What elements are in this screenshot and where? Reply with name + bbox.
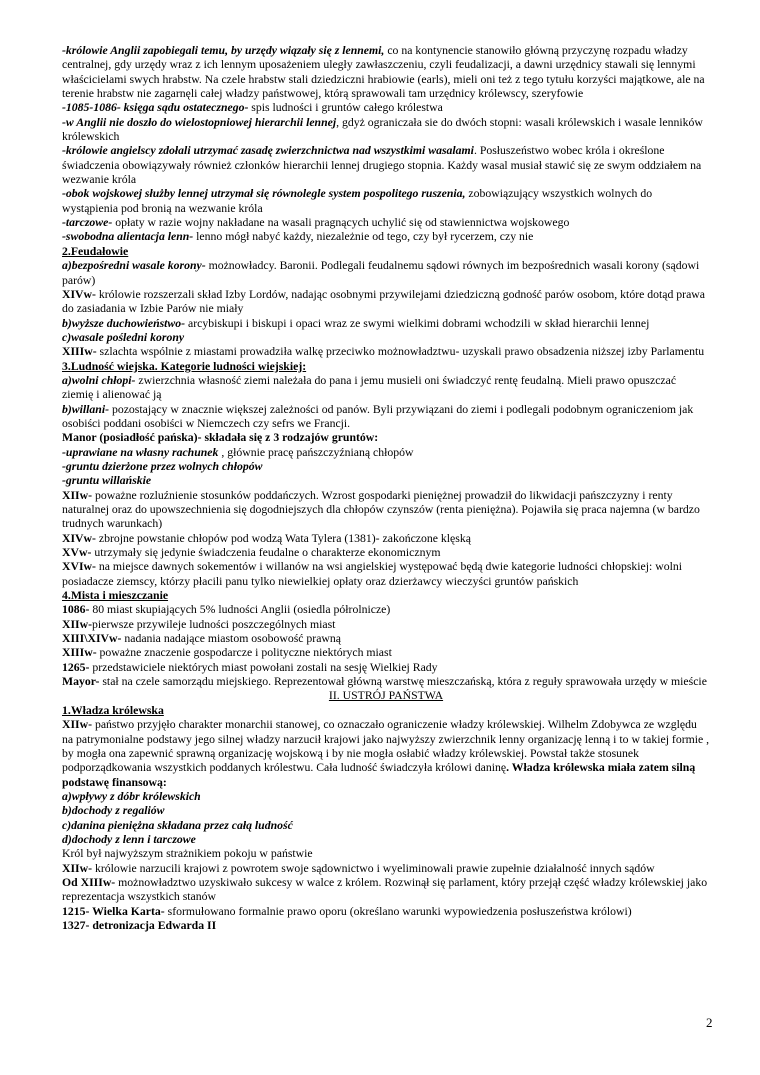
paragraph: -uprawiane na własny rachunek , głównie pracę pańszczyźnianą chłopów [62,445,414,459]
section-heading: 4.Mista i mieszczanie [62,589,169,603]
paragraph: XIVw- królowie rozszerzali skład Izby Lordów, nadając osobnymi przywilejami dziedziczną godność parów osobom, które dotąd prawa do zasiadania w Izbie Parów nie miały [62,287,706,316]
paragraph: XVIw- na miejsce dawnych sokementów i willanów na wsi angielskiej występować będą dwie kategorie ludności chłopskiej: wolni posiadacze ziemscy, którzy płacili panu tylko niewielkiej opłaty oraz dzierżawcy wieczyści gruntów pańskich [62,560,683,588]
paragraph: 1265- przedstawiciele niektórych miast powołani zostali na sesję Wielkiej Rady [62,660,438,674]
paragraph: 1215- Wielka Karta- sformułowano formalnie prawo oporu (określano warunki wypowiedzenia posłuszeństwa królowi) [62,904,632,918]
paragraph: 1327- detronizacja Edwarda II [62,918,217,932]
paragraph: b)wyższe duchowieństwo- arcybiskupi i biskupi i opaci wraz ze swymi wielkimi dobrami wchodzili w skład hierarchii lennej [62,316,650,330]
paragraph: -gruntu dzierżone przez wolnych chłopów [62,459,263,473]
paragraph: Król był najwyższym strażnikiem pokoju w państwie [62,847,313,861]
paragraph: b)willani- pozostający w znacznie większej zależności od panów. Byli przywiązani do ziemi i podlegali podobnym ograniczeniom jak osobiści poddani osobiści w Niemczech czy sefrs we Francji. [62,402,694,430]
paragraph: a)wolni chłopi- zwierzchnia własność ziemi należała do pana i jemu musieli oni świadczyć rentę feudalną. Mieli prawo opuszczać ziemię i alienować ją [62,373,677,402]
paragraph: XIVw- zbrojne powstanie chłopów pod wodzą Wata Tylera (1381)- zakończone klęską [62,531,471,545]
paragraph: XVw- utrzymały się jedynie świadczenia feudalne o charakterze ekonomicznym [62,546,441,560]
chapter-title: II. USTRÓJ PAŃSTWA [328,689,444,703]
paragraph: Od XIIIw- możnowładztwo uzyskiwało sukcesy w walce z królem. Rozwinął się parlament, który przejął część władzy królewskiej jako reprezentacja wszystkich stanów [62,875,708,904]
paragraph: -tarczowe- opłaty w razie wojny nakładane na wasali pragnących uchylić się od stawiennictwa wojskowego [62,216,570,230]
paragraph: c)danina pieniężna składana przez całą ludność [62,818,293,832]
paragraph: Mayor- stał na czele samorządu miejskiego. Reprezentował główną warstwę mieszczańską, która z reguły sprawowała urzędy w mieście [62,675,707,689]
paragraph: -królowie Anglii zapobiegali temu, by urzędy wiązały się z lennemi, co na kontynencie stanowiło główną przyczynę rozpadu władzy centralnej, gdy urzędy wraz z ich lennym uposażeniem uległy zawłaszczeniu, czyli feudalizacji, a dawni urzędnicy stawali się lennymi właścicielami swych hrabstw. Na czele hrabstw stali dziedziczni hrabiowie (earls), mieli oni też z tego tytułu korzyści majątkowe, ale na terenie hrabstw nie zagarnęli całej władzy państwowej, którą sprawowali tam urzędnicy królewscy, szeryfowie [62,44,705,101]
section-heading: 2.Feudałowie [62,244,129,258]
section-heading: 3.Ludność wiejska. Kategorie ludności wiejskiej: [62,359,307,373]
document-page [62,44,710,933]
paragraph: -w Anglii nie doszło do wielostopniowej hierarchii lennej, gdyż ograniczała sie do dwóch stopni: wasali królewskich i wasale lenników królewskich [62,115,703,144]
page-number: 2 [706,1015,713,1030]
paragraph: XIIIw- szlachta wspólnie z miastami prowadziła walkę przeciwko możnowładztwu- uzyskali prawo obsadzenia niższej izby Parlamentu [62,345,705,359]
paragraph: -królowie angielscy zdołali utrzymać zasadę zwierzchnictwa nad wszystkimi wasalami. Posłuszeństwo wobec króla i określone świadczenia obowiązywały również członków hierarchii lennej drugiego stopnia. Każdy wasal musiał stawić się ze swym oddziałem na wezwanie króla [62,144,702,187]
paragraph: XIIw- królowie narzucili krajowi z powrotem swoje sądownictwo i wyeliminowali prawie zupełnie działalność innych sądów [62,861,655,875]
paragraph: b)dochody z regaliów [62,804,165,818]
paragraph: XIIw- poważne rozluźnienie stosunków poddańczych. Wzrost gospodarki pieniężnej prowadził do likwidacji pańszczyzny i renty naturalnej oraz do upowszechnienia się dogodniejszych dla chłopów czynszów (renta pieniężna). Pojawiła się praca najemna (w bardzo trudnych warunkach) [62,488,700,531]
paragraph: -gruntu willańskie [62,474,152,488]
paragraph: -obok wojskowej służby lennej utrzymał się równolegle system pospolitego ruszenia, zobowiązujący wszystkich wolnych do wystąpienia pod bronią na wezwanie króla [62,187,653,215]
paragraph: XIIw-pierwsze przywileje ludności poszczególnych miast [62,617,336,631]
paragraph: -1085-1086- księga sądu ostatecznego- spis ludności i gruntów całego królestwa [62,101,443,115]
paragraph: XIIw- państwo przyjęło charakter monarchii stanowej, co oznaczało ograniczenie władzy królewskiej. Wilhelm Zdobywca ze względu na patrymonialne podstawy jego silnej władzy narzucił krajowi jako najwyższy zwierzchnik lenny organizację lenną i to w takiej formie , by mogła ona zapewnić sprawną organizację wojskową i by nie mogła osłabić władzy królewskiej. Powstał także stosunek podporządkowania wszystkich poddanych królestwu. Cała ludność świadczyła królowi daninę. Władza królewska miała zatem silną podstawę finansową: [62,718,710,789]
paragraph: d)dochody z lenn i tarczowe [62,832,196,846]
paragraph: XIIIw- poważne znaczenie gospodarcze i polityczne niektórych miast [62,646,392,660]
paragraph: a)wpływy z dóbr królewskich [62,789,201,803]
paragraph: XIII\XIVw- nadania nadające miastom osobowość prawną [62,632,342,646]
paragraph: c)wasale pośledni korony [62,330,185,344]
section-heading: 1.Władza królewska [62,703,164,717]
paragraph: a)bezpośredni wasale korony- możnowładcy. Baronii. Podlegali feudalnemu sądowi równych im bezpośrednich wasali korony (sądowi parów) [62,259,700,287]
paragraph: 1086- 80 miast skupiających 5% ludności Anglii (osiedla półrolnicze) [62,603,391,617]
paragraph: Manor (posiadłość pańska)- składała się z 3 rodzajów gruntów: [62,431,379,445]
paragraph: -swobodna alientacja lenn- lenno mógł nabyć każdy, niezależnie od tego, czy był rycerzem, czy nie [62,230,534,244]
